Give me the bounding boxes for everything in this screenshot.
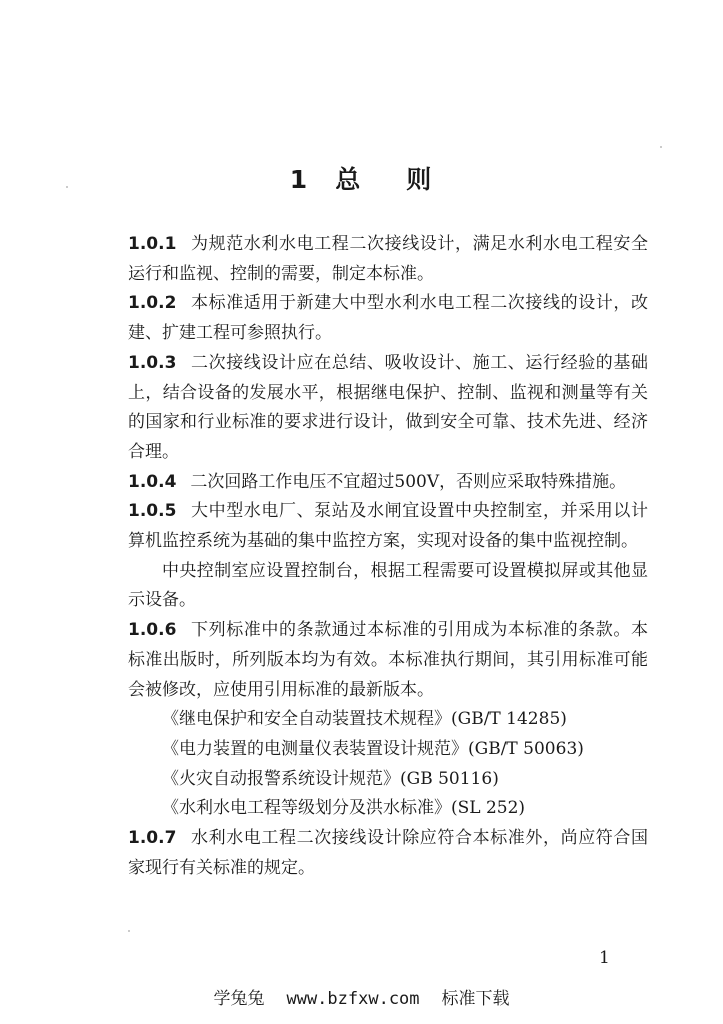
clause-text: 为规范水利水电工程二次接线设计，满足水利水电工程安全运行和监视、控制的需要，制定本标准。 (128, 234, 648, 284)
scan-speck (660, 146, 662, 148)
clause-1-0-3 (128, 349, 648, 468)
footer-tagline: 标准下载 (441, 989, 510, 1009)
clause-text: 二次接线设计应在总结、吸收设计、施工、运行经验的基础上，结合设备的发展水平，根据继电保护、控制、监视和测量等有关的国家和行业标准的要求进行设计，做到安全可靠、技术先进、经济合理。 (128, 352, 648, 462)
clause-number: 1.0.2 (128, 293, 177, 314)
clause-number: 1.0.7 (128, 828, 177, 849)
footer-watermark (0, 984, 723, 1009)
scan-speck (128, 930, 130, 932)
footer-site-name: 学兔兔 (213, 989, 265, 1009)
page-number: 1 (599, 948, 610, 968)
clause-number: 1.0.6 (128, 620, 177, 641)
clause-number: 1.0.4 (128, 471, 177, 492)
clause-number: 1.0.5 (128, 501, 177, 522)
chapter-title (0, 160, 723, 196)
clause-1-0-6 (128, 616, 648, 705)
clause-number: 1.0.3 (128, 352, 177, 373)
clause-number: 1.0.1 (128, 234, 177, 254)
reference-standard: 《水利水电工程等级划分及洪水标准》(SL 252) (162, 798, 526, 819)
clause-1-0-4 (128, 468, 648, 498)
chapter-body (128, 230, 648, 883)
chapter-number: 1 (289, 165, 310, 194)
clause-text: 本标准适用于新建大中型水利水电工程二次接线的设计，改建、扩建工程可参照执行。 (128, 293, 648, 344)
chapter-title-char-1: 总 (335, 165, 363, 194)
clause-1-0-2 (128, 289, 648, 348)
reference-standard: 《电力装置的电测量仪表装置设计规范》(GB/T 50063) (162, 738, 584, 759)
clause-1-0-1 (128, 230, 648, 289)
reference-standard: 《火灾自动报警系统设计规范》(GB 50116) (162, 768, 499, 789)
clause-text: 二次回路工作电压不宜超过500V，否则应采取特殊措施。 (190, 471, 627, 492)
footer-url: www.bzfxw.com (286, 989, 420, 1009)
clause-1-0-7 (128, 824, 648, 883)
chapter-title-char-2: 则 (406, 165, 434, 194)
clause-1-0-5-continuation: 中央控制室应设置控制台，根据工程需要可设置模拟屏或其他显示设备。 (128, 560, 648, 611)
scan-speck (66, 186, 68, 188)
clause-text: 下列标准中的条款通过本标准的引用成为本标准的条款。本标准出版时，所列版本均为有效。本标准执行期间，其引用标准可能会被修改，应使用引用标准的最新版本。 (128, 620, 648, 700)
reference-standard: 《继电保护和安全自动装置技术规程》(GB/T 14285) (162, 709, 567, 730)
clause-text: 水利水电工程二次接线设计除应符合本标准外，尚应符合国家现行有关标准的规定。 (128, 828, 648, 878)
clause-1-0-5 (128, 497, 648, 556)
clause-text: 大中型水电厂、泵站及水闸宜设置中央控制室，并采用以计算机监控系统为基础的集中监控方案，实现对设备的集中监视控制。 (128, 501, 648, 552)
